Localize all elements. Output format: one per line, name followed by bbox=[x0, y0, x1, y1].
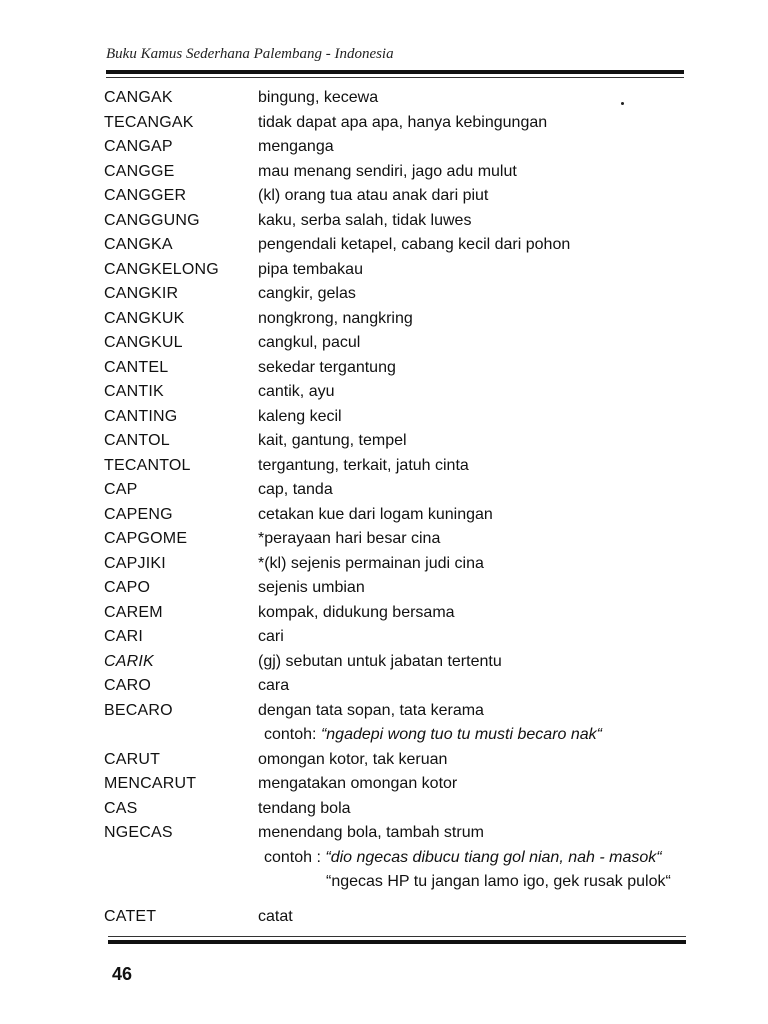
entry-word: CAPGOME bbox=[104, 530, 188, 547]
entry-definition: tendang bola bbox=[258, 799, 351, 817]
entry-word: CANGKELONG bbox=[104, 260, 219, 278]
entry-word: CAREM bbox=[104, 603, 163, 621]
entry-definition: dengan tata sopan, tata kerama bbox=[258, 701, 484, 719]
entry-word: CARI bbox=[104, 628, 144, 645]
entry-definition: bingung, kecewa bbox=[258, 89, 379, 106]
entry-cangak bbox=[0, 86, 768, 111]
entry-ngecas bbox=[0, 821, 768, 895]
header-rule-thin bbox=[106, 77, 684, 78]
entry-word: CANGKUK bbox=[104, 309, 185, 327]
entry-word: CANGGE bbox=[104, 162, 175, 180]
entry-word: CANGKA bbox=[104, 236, 173, 253]
entry-definition: menendang bola, tambah strum bbox=[258, 824, 484, 841]
entry-mencarut bbox=[0, 772, 768, 797]
entry-word: CANGKUL bbox=[104, 334, 183, 351]
entry-definition: cetakan kue dari logam kuningan bbox=[258, 505, 493, 523]
entry-word: CAPJIKI bbox=[104, 554, 166, 572]
entry-word: CANTIK bbox=[104, 383, 164, 400]
entry-definition: tidak dapat apa apa, hanya kebingungan bbox=[258, 113, 548, 131]
entry-cangkuk bbox=[0, 307, 768, 332]
entry-word: CANTOL bbox=[104, 432, 170, 449]
entry-cangkul bbox=[0, 331, 768, 356]
entry-canggung bbox=[0, 209, 768, 234]
entry-cangkir bbox=[0, 282, 768, 307]
entry-word: CANTING bbox=[104, 407, 178, 425]
entry-capgome bbox=[0, 527, 768, 552]
footer-rule-thin bbox=[108, 936, 686, 937]
entry-cari bbox=[0, 625, 768, 650]
entry-word: CARO bbox=[104, 677, 152, 694]
running-header: Buku Kamus Sederhana Palembang - Indonesia bbox=[106, 46, 394, 62]
header-rule-thick bbox=[106, 70, 684, 74]
example-quote: “dio ngecas dibucu tiang gol nian, nah - masok“ bbox=[325, 848, 662, 866]
entry-word: CANGKIR bbox=[104, 285, 179, 302]
entry-definition: cara bbox=[258, 677, 290, 694]
entry-word: CARIK bbox=[104, 652, 154, 670]
entry-definition: nongkrong, nangkring bbox=[258, 309, 413, 327]
footer-rule-thick bbox=[108, 940, 686, 944]
entry-cantel bbox=[0, 356, 768, 381]
entry-definition: sejenis umbian bbox=[258, 579, 365, 596]
entry-word: CAPENG bbox=[104, 505, 173, 523]
entry-definition: tergantung, terkait, jatuh cinta bbox=[258, 456, 469, 474]
entry-definition: mau menang sendiri, jago adu mulut bbox=[258, 162, 517, 180]
entry-definition: kompak, didukung bersama bbox=[258, 603, 455, 621]
entry-definition: kaleng kecil bbox=[258, 407, 342, 425]
entry-definition: pipa tembakau bbox=[258, 260, 363, 278]
entry-definition: cap, tanda bbox=[258, 481, 333, 498]
entry-word: CANGAK bbox=[104, 89, 173, 106]
entry-word: BECARO bbox=[104, 701, 173, 719]
entry-word: CAP bbox=[104, 481, 138, 498]
entry-cantol bbox=[0, 429, 768, 454]
dictionary-entries bbox=[0, 86, 768, 929]
entry-becaro bbox=[0, 699, 768, 748]
entry-definition: cari bbox=[258, 628, 284, 645]
entry-cangge bbox=[0, 160, 768, 185]
entry-definition: mengatakan omongan kotor bbox=[258, 775, 458, 792]
entry-canting bbox=[0, 405, 768, 430]
entry-definition: cantik, ayu bbox=[258, 383, 335, 400]
entry-definition: pengendali ketapel, cabang kecil dari pohon bbox=[258, 236, 571, 253]
entry-catet bbox=[0, 905, 768, 930]
example-prefix: contoh : bbox=[264, 848, 326, 866]
entry-word: MENCARUT bbox=[104, 775, 197, 792]
entry-cantik bbox=[0, 380, 768, 405]
entry-definition: cangkir, gelas bbox=[258, 285, 356, 302]
entry-word: CAS bbox=[104, 799, 138, 817]
entry-cangkelong bbox=[0, 258, 768, 283]
entry-definition: (gj) sebutan untuk jabatan tertentu bbox=[258, 652, 502, 670]
entry-example bbox=[264, 723, 602, 748]
example-prefix: contoh: bbox=[264, 726, 321, 743]
entry-capeng bbox=[0, 503, 768, 528]
entry-cap bbox=[0, 478, 768, 503]
entry-word: CANGGER bbox=[104, 187, 187, 204]
entry-cangka bbox=[0, 233, 768, 258]
entry-word: CARUT bbox=[104, 750, 161, 768]
entry-capjiki bbox=[0, 552, 768, 577]
entry-definition: cangkul, pacul bbox=[258, 334, 361, 351]
entry-definition: *(kl) sejenis permainan judi cina bbox=[258, 554, 484, 572]
entry-word: NGECAS bbox=[104, 824, 173, 841]
entry-tecangak bbox=[0, 111, 768, 136]
entry-definition: kait, gantung, tempel bbox=[258, 432, 407, 449]
entry-carem bbox=[0, 601, 768, 626]
entry-cangger bbox=[0, 184, 768, 209]
entry-definition: omongan kotor, tak keruan bbox=[258, 750, 448, 768]
entry-definition: *perayaan hari besar cina bbox=[258, 530, 441, 547]
entry-word: CANGGUNG bbox=[104, 211, 200, 229]
entry-caro bbox=[0, 674, 768, 699]
entry-cas bbox=[0, 797, 768, 822]
entry-carik bbox=[0, 650, 768, 675]
entry-capo bbox=[0, 576, 768, 601]
entry-word: CATET bbox=[104, 907, 157, 925]
entry-tecantol bbox=[0, 454, 768, 479]
entry-carut bbox=[0, 748, 768, 773]
entry-word: CAPO bbox=[104, 579, 151, 596]
entry-example-2: “ngecas HP tu jangan lamo igo, gek rusak pulok“ bbox=[326, 873, 671, 890]
page-number: 46 bbox=[112, 964, 133, 984]
entry-word: CANGAP bbox=[104, 138, 173, 155]
entry-example bbox=[264, 846, 662, 871]
entry-word: CANTEL bbox=[104, 358, 169, 376]
entry-definition: menganga bbox=[258, 138, 334, 155]
entry-definition: catat bbox=[258, 907, 293, 925]
entry-definition: (kl) orang tua atau anak dari piut bbox=[258, 187, 489, 204]
entry-cangap bbox=[0, 135, 768, 160]
entry-word: TECANGAK bbox=[104, 113, 194, 131]
example-quote: “ngadepi wong tuo tu musti becaro nak“ bbox=[320, 726, 602, 743]
entry-word: TECANTOL bbox=[104, 456, 191, 474]
entry-definition: kaku, serba salah, tidak luwes bbox=[258, 211, 472, 229]
entry-definition: sekedar tergantung bbox=[258, 358, 396, 376]
